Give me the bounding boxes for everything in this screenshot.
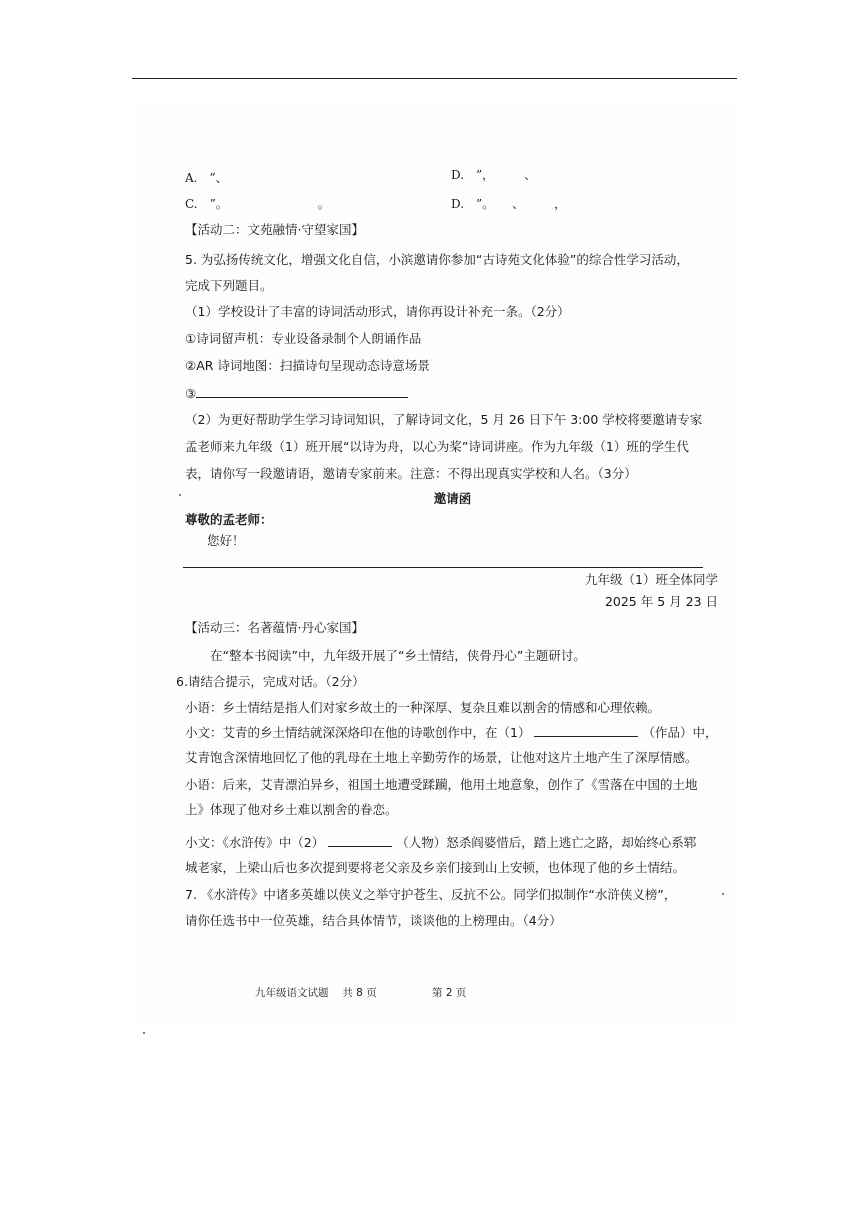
q5-sub2-line3: 表，请你写一段邀请语，邀请专家前来。注意：不得出现真实学校和人名。（3分） xyxy=(185,466,637,481)
q5-item1: ①诗词留声机：专业设备录制个人朗诵作品 xyxy=(185,331,422,346)
q5-sub2-line2: 孟老师来九年级（1）班开展“以诗为舟，以心为桨”诗词讲座。作为九年级（1）班的学生代 xyxy=(185,439,689,454)
dialogue-line2 xyxy=(185,724,717,741)
scan-speck xyxy=(143,1032,145,1034)
scan-speck xyxy=(722,893,724,895)
option-d: D. ”。 、 ， xyxy=(451,197,567,211)
letter-title: 邀请函 xyxy=(433,491,472,506)
option-b: D. ”， 、 xyxy=(451,168,537,182)
activity3-intro: 在“整本书阅读”中，九年级开展了“乡土情结，侠骨丹心”主题研讨。 xyxy=(210,648,586,663)
dialogue-line2-part2: （作品）中， xyxy=(642,725,718,740)
dialogue-line3-cont: 上》体现了他对乡土难以割舍的眷恋。 xyxy=(185,802,398,817)
q5-item3-blank[interactable] xyxy=(196,385,408,398)
letter-signature: 九年级（1）班全体同学 xyxy=(585,572,718,587)
option-c: C. ”。 。 xyxy=(185,197,330,211)
dialogue-line4 xyxy=(185,834,696,851)
q7-line1: 7. 《水浒传》中诸多英雄以侠义之举守护苍生、反抗不公。同学们拟制作“水浒侠义榜”， xyxy=(185,887,677,902)
dialogue-line3: 小语：后来，艾青漂泊异乡，祖国土地遭受蹂躏，他用土地意象，创作了《雪落在中国的土地 xyxy=(185,777,698,792)
q6-heading: 6.请结合提示，完成对话。（2分） xyxy=(176,674,365,689)
letter-salutation: 尊敬的孟老师： xyxy=(185,512,273,527)
writing-line[interactable] xyxy=(183,567,703,568)
q5-line2: 完成下列题目。 xyxy=(185,278,273,293)
footer-page: 第 2 页 xyxy=(432,987,467,999)
exam-sheet xyxy=(136,108,736,1023)
activity2-heading: 【活动二：文苑融情·守望家国】 xyxy=(185,222,364,237)
option-a: A. ”、 xyxy=(185,171,228,185)
q7-line2: 请你任选书中一位英雄，结合具体情节，谈谈他的上榜理由。（4分） xyxy=(185,913,562,928)
q5-line1: 5. 为弘扬传统文化，增强文化自信，小滨邀请你参加“古诗苑文化体验”的综合性学习活动， xyxy=(185,252,689,267)
character-blank[interactable] xyxy=(328,834,392,847)
dialogue-line2-part1: 小文：艾青的乡土情结就深深烙印在他的诗歌创作中，在（1） xyxy=(185,725,531,740)
work-blank[interactable] xyxy=(534,724,638,737)
top-rule xyxy=(132,78,737,79)
dialogue-line1: 小语：乡土情结是指人们对家乡故土的一种深厚、复杂且难以割舍的情感和心理依赖。 xyxy=(185,700,661,715)
dialogue-line2-cont: 艾青饱含深情地回忆了他的乳母在土地上辛勤劳作的场景，让他对这片土地产生了深厚情感。 xyxy=(185,750,698,765)
q5-sub1: （1）学校设计了丰富的诗词活动形式，请你再设计补充一条。（2分） xyxy=(185,304,570,319)
dialogue-line4-part1: 小文：《水浒传》中（2） xyxy=(185,835,325,850)
letter-date: 2025 年 5 月 23 日 xyxy=(604,594,718,609)
activity3-heading: 【活动三：名著蕴情·丹心家国】 xyxy=(185,620,364,635)
dialogue-line4-cont: 城老家，上梁山后也多次提到要将老父亲及乡亲们接到山上安顿，也体现了他的乡土情结。 xyxy=(185,860,686,875)
q5-item2: ②AR 诗词地图：扫描诗句呈现动态诗意场景 xyxy=(185,358,430,373)
dialogue-line4-part2: （人物）怒杀阎婆惜后，踏上逃亡之路，却始终心系郓 xyxy=(396,835,697,850)
scan-speck xyxy=(179,494,181,496)
footer-subject: 九年级语文试题 共 8 页 xyxy=(255,987,377,999)
q5-sub2-line1: （2）为更好帮助学生学习诗词知识，了解诗词文化，5 月 26 日下午 3:00 学校将要邀请专家 xyxy=(185,412,703,427)
q5-item3-label: ③ xyxy=(185,386,197,401)
q5-item3 xyxy=(185,385,408,402)
letter-greeting: 您好！ xyxy=(207,533,245,548)
